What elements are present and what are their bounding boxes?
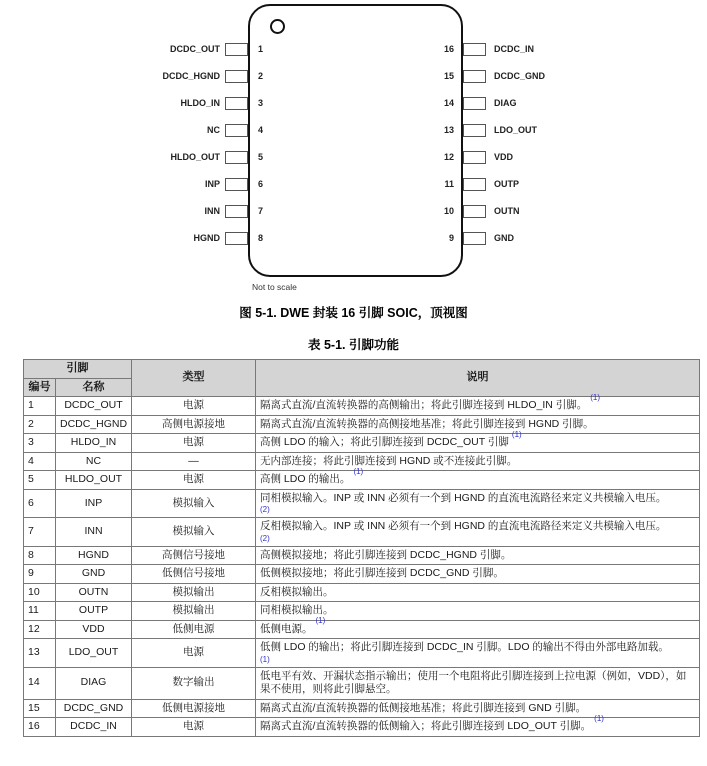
pin-number: 1	[258, 44, 264, 54]
header-description: 说明	[256, 360, 700, 397]
pin-number-cell: 1	[24, 397, 56, 416]
pin-pad	[225, 232, 248, 245]
table-caption: 表 5-1. 引脚功能	[308, 338, 399, 352]
pin-label: INP	[204, 179, 220, 189]
pin-number: 15	[443, 71, 454, 81]
header-number: 编号	[24, 378, 56, 397]
pin-number: 10	[443, 206, 454, 216]
pin-number: 2	[258, 71, 264, 81]
pin-name-cell: NC	[56, 452, 132, 471]
table-body	[24, 392, 700, 737]
pin-description-cell: 反相模拟输出。	[256, 583, 700, 602]
table-row	[24, 565, 700, 584]
pin-pad	[463, 97, 486, 110]
pin-number: 14	[443, 98, 454, 108]
pin-number-cell: 15	[24, 699, 56, 718]
pin-number-cell: 8	[24, 546, 56, 565]
pin-label: OUTP	[494, 179, 520, 189]
table-row	[24, 415, 700, 434]
pin-name-cell: OUTP	[56, 602, 132, 621]
pin-type-cell: 低侧电源接地	[132, 699, 256, 718]
pin-pad	[463, 205, 486, 218]
pin-label: HGND	[193, 233, 220, 243]
pin-name-cell: DIAG	[56, 667, 132, 699]
pin-number-cell: 4	[24, 452, 56, 471]
table-row	[24, 471, 700, 490]
pin-pad	[463, 124, 486, 137]
pin-description-cell: 低侧电源。$^{(1)}$	[256, 620, 700, 639]
pin-number: 8	[258, 233, 264, 243]
pin-name-cell: VDD	[56, 620, 132, 639]
pin-number-cell: 16	[24, 718, 56, 737]
header-pin-group: 引脚	[24, 360, 132, 379]
pin-number: 7	[258, 206, 264, 216]
table-header	[24, 360, 700, 397]
pin-type-cell: 电源	[132, 639, 256, 668]
pin-label: DCDC_GND	[494, 71, 546, 81]
pin-label: HLDO_OUT	[170, 152, 220, 162]
pin-number-cell: 2	[24, 415, 56, 434]
pin-number-cell: 6	[24, 489, 56, 518]
table-row	[24, 546, 700, 565]
pin-description-cell: 隔离式直流/直流转换器的高侧输出；将此引脚连接到 HLDO_IN 引脚。$^{(1)}$	[256, 397, 700, 416]
pin-type-cell: 电源	[132, 718, 256, 737]
pin-number-cell: 9	[24, 565, 56, 584]
table-row	[24, 639, 700, 668]
pin-description-cell: 无内部连接；将此引脚连接到 HGND 或不连接此引脚。	[256, 452, 700, 471]
pin-description-cell: 高侧 LDO 的输入；将此引脚连接到 DCDC_OUT 引脚$^{(1)}$	[256, 434, 700, 453]
pin-description-cell: 同相模拟输出。	[256, 602, 700, 621]
table-row	[24, 620, 700, 639]
footnote-link[interactable]: (1)	[260, 654, 270, 664]
pin-label: INN	[204, 206, 220, 216]
pin-label: OUTN	[494, 206, 520, 216]
pin-description-cell: 隔离式直流/直流转换器的高侧接地基准；将此引脚连接到 HGND 引脚。	[256, 415, 700, 434]
pin-pad	[463, 70, 486, 83]
pin1-indicator-icon	[270, 19, 285, 34]
table-row	[24, 489, 700, 518]
pin-name-cell: DCDC_GND	[56, 699, 132, 718]
pin-number-cell: 14	[24, 667, 56, 699]
pin-number: 13	[443, 125, 454, 135]
pin-description-cell: 隔离式直流/直流转换器的低侧输入；将此引脚连接到 LDO_OUT 引脚。$^{(1)}$	[256, 718, 700, 737]
table-row	[24, 518, 700, 547]
pin-description-cell: 低侧 LDO 的输出；将此引脚连接到 DCDC_IN 引脚。LDO 的输出不得由外部电路加载。 (1)	[256, 639, 700, 668]
pin-name-cell: DCDC_HGND	[56, 415, 132, 434]
pin-pad	[463, 178, 486, 191]
pin-number: 11	[444, 179, 454, 189]
header-type: 类型	[132, 360, 256, 397]
pin-description-cell: 高侧模拟接地；将此引脚连接到 DCDC_HGND 引脚。	[256, 546, 700, 565]
pin-name-cell: HLDO_IN	[56, 434, 132, 453]
pin-number-cell: 10	[24, 583, 56, 602]
pin-name-cell: INN	[56, 518, 132, 547]
pin-pad	[463, 232, 486, 245]
pin-pad	[225, 151, 248, 164]
footnote-link[interactable]: (1)	[594, 713, 604, 723]
pin-pad	[225, 43, 248, 56]
pin-number: 6	[258, 179, 264, 189]
figure-caption: 图 5-1. DWE 封装 16 引脚 SOIC，顶视图	[239, 306, 468, 320]
footnote-link[interactable]: (1)	[511, 429, 522, 439]
pin-type-cell: 高侧电源接地	[132, 415, 256, 434]
header-name: 名称	[56, 378, 132, 397]
table-row	[24, 602, 700, 621]
pin-name-cell: LDO_OUT	[56, 639, 132, 668]
pin-diagram	[0, 0, 707, 296]
pin-description-cell: 低侧模拟接地；将此引脚连接到 DCDC_GND 引脚。	[256, 565, 700, 584]
pin-type-cell: —	[132, 452, 256, 471]
pin-description-cell: 低电平有效、开漏状态指示输出；使用一个电阻将此引脚连接到上拉电源（例如，VDD），如果不使用，则将此引脚悬空。	[256, 667, 700, 699]
pin-function-table	[23, 359, 700, 737]
table-row	[24, 434, 700, 453]
pin-label: DCDC_OUT	[169, 44, 220, 54]
pin-label: LDO_OUT	[494, 125, 538, 135]
pin-number: 16	[443, 44, 454, 54]
footnote-link[interactable]: (2)	[260, 533, 270, 543]
pin-name-cell: DCDC_OUT	[56, 397, 132, 416]
pin-type-cell: 低侧信号接地	[132, 565, 256, 584]
pin-label: DIAG	[494, 98, 517, 108]
footnote-link[interactable]: (1)	[353, 466, 364, 476]
pin-type-cell: 电源	[132, 471, 256, 490]
footnote-link[interactable]: (1)	[315, 616, 326, 625]
pin-description-cell: 反相模拟输入。INP 或 INN 必须有一个到 HGND 的直流电流路径来定义共模输入电压。 (2)	[256, 518, 700, 547]
pin-type-cell: 数字输出	[132, 667, 256, 699]
pin-type-cell: 模拟输出	[132, 583, 256, 602]
pin-pad	[225, 205, 248, 218]
pin-name-cell: GND	[56, 565, 132, 584]
pin-label: GND	[494, 233, 514, 243]
pin-pad	[463, 43, 486, 56]
pin-number: 5	[258, 152, 264, 162]
pin-number-cell: 12	[24, 620, 56, 639]
pin-pad	[463, 151, 486, 164]
pin-number-cell: 7	[24, 518, 56, 547]
pin-description-cell: 高侧 LDO 的输出。$^{(1)}$	[256, 471, 700, 490]
pin-description-cell: 隔离式直流/直流转换器的低侧接地基准；将此引脚连接到 GND 引脚。	[256, 699, 700, 718]
pin-type-cell: 模拟输入	[132, 489, 256, 518]
table-row	[24, 667, 700, 699]
table-row	[24, 583, 700, 602]
pin-label: HLDO_IN	[180, 98, 220, 108]
footnote-link[interactable]: (2)	[260, 505, 270, 514]
pin-type-cell: 电源	[132, 434, 256, 453]
footnote-link[interactable]: (1)	[590, 392, 601, 402]
pin-number-cell: 13	[24, 639, 56, 668]
pin-label: NC	[207, 125, 220, 135]
pin-label: DCDC_IN	[494, 44, 535, 54]
pin-name-cell: HGND	[56, 546, 132, 565]
not-to-scale-note: Not to scale	[252, 282, 297, 292]
table-row	[24, 397, 700, 416]
pin-name-cell: DCDC_IN	[56, 718, 132, 737]
pin-type-cell: 电源	[132, 397, 256, 416]
pin-number-cell: 3	[24, 434, 56, 453]
pin-number-cell: 5	[24, 471, 56, 490]
table-row	[24, 718, 700, 737]
pin-type-cell: 模拟输出	[132, 602, 256, 621]
pin-name-cell: HLDO_OUT	[56, 471, 132, 490]
pin-label: DCDC_HGND	[162, 71, 220, 81]
pin-name-cell: OUTN	[56, 583, 132, 602]
pin-pad	[225, 178, 248, 191]
pin-number: 4	[258, 125, 264, 135]
pin-label: VDD	[494, 152, 514, 162]
pin-number: 3	[258, 98, 264, 108]
pin-description-cell: 同相模拟输入。INP 或 INN 必须有一个到 HGND 的直流电流路径来定义共模输入电压。 (2)	[256, 489, 700, 518]
pin-pad	[225, 70, 248, 83]
pin-name-cell: INP	[56, 489, 132, 518]
pin-number: 12	[443, 152, 454, 162]
pin-pad	[225, 97, 248, 110]
pin-number-cell: 11	[24, 602, 56, 621]
pin-number: 9	[448, 233, 454, 243]
pin-type-cell: 模拟输入	[132, 518, 256, 547]
pin-type-cell: 低侧电源	[132, 620, 256, 639]
pin-type-cell: 高侧信号接地	[132, 546, 256, 565]
pin-pad	[225, 124, 248, 137]
